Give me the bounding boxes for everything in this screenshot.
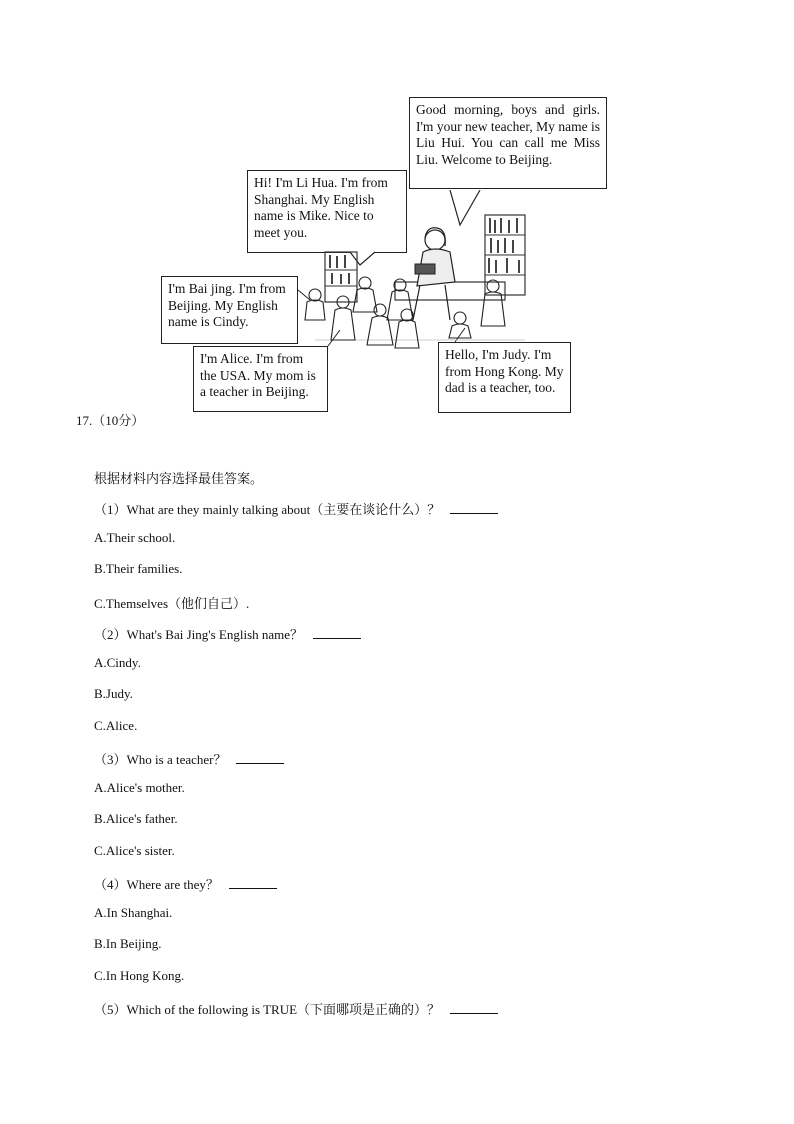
question-3-stem: （3）Who is a teacher？ [94,749,284,768]
question-1-option-c: C.Themselves（他们自己）. [94,596,250,611]
question-5-stem: （5）Which of the following is TRUE（下面哪项是正确的）？ [94,999,498,1018]
speech-bubble-judy: Hello, I'm Judy. I'm from Hong Kong. My dad is a teacher, too. [438,342,571,413]
question-2-option-a: A.Cindy. [94,655,141,670]
classroom-illustration [295,190,535,360]
question-number: 17.（10分） [76,413,145,428]
question-3-option-b: B.Alice's father. [94,811,178,826]
question-1-option-a: A.Their school. [94,530,176,545]
question-4-option-a: A.In Shanghai. [94,905,173,920]
speech-bubble-li-hua: Hi! I'm Li Hua. I'm from Shanghai. My English name is Mike. Nice to meet you. [247,170,407,253]
question-1-option-b: B.Their families. [94,561,183,576]
question-2-stem: （2）What's Bai Jing's English name？ [94,624,361,643]
question-2-option-b: B.Judy. [94,686,133,701]
speech-bubble-alice: I'm Alice. I'm from the USA. My mom is a teacher in Beijing. [193,346,328,412]
answer-blank-5[interactable] [450,1001,498,1014]
question-4-stem: （4）Where are they？ [94,874,277,893]
question-4-option-c: C.In Hong Kong. [94,968,185,983]
speech-bubble-teacher: Good morning, boys and girls. I'm your new teacher, My name is Liu Hui. You can call me Miss Liu. Welcome to Beijing. [409,97,607,189]
answer-blank-3[interactable] [236,751,284,764]
answer-blank-4[interactable] [229,876,277,889]
question-1-stem: （1）What are they mainly talking about（主要在谈论什么）？ [94,499,498,518]
question-3-option-a: A.Alice's mother. [94,780,185,795]
answer-blank-2[interactable] [313,626,361,639]
question-3-option-c: C.Alice's sister. [94,843,175,858]
question-4-option-b: B.In Beijing. [94,936,162,951]
instruction-text: 根据材料内容选择最佳答案。 [94,471,264,486]
speech-bubble-bai-jing: I'm Bai jing. I'm from Beijing. My English name is Cindy. [161,276,298,344]
question-2-option-c: C.Alice. [94,718,138,733]
answer-blank-1[interactable] [450,501,498,514]
